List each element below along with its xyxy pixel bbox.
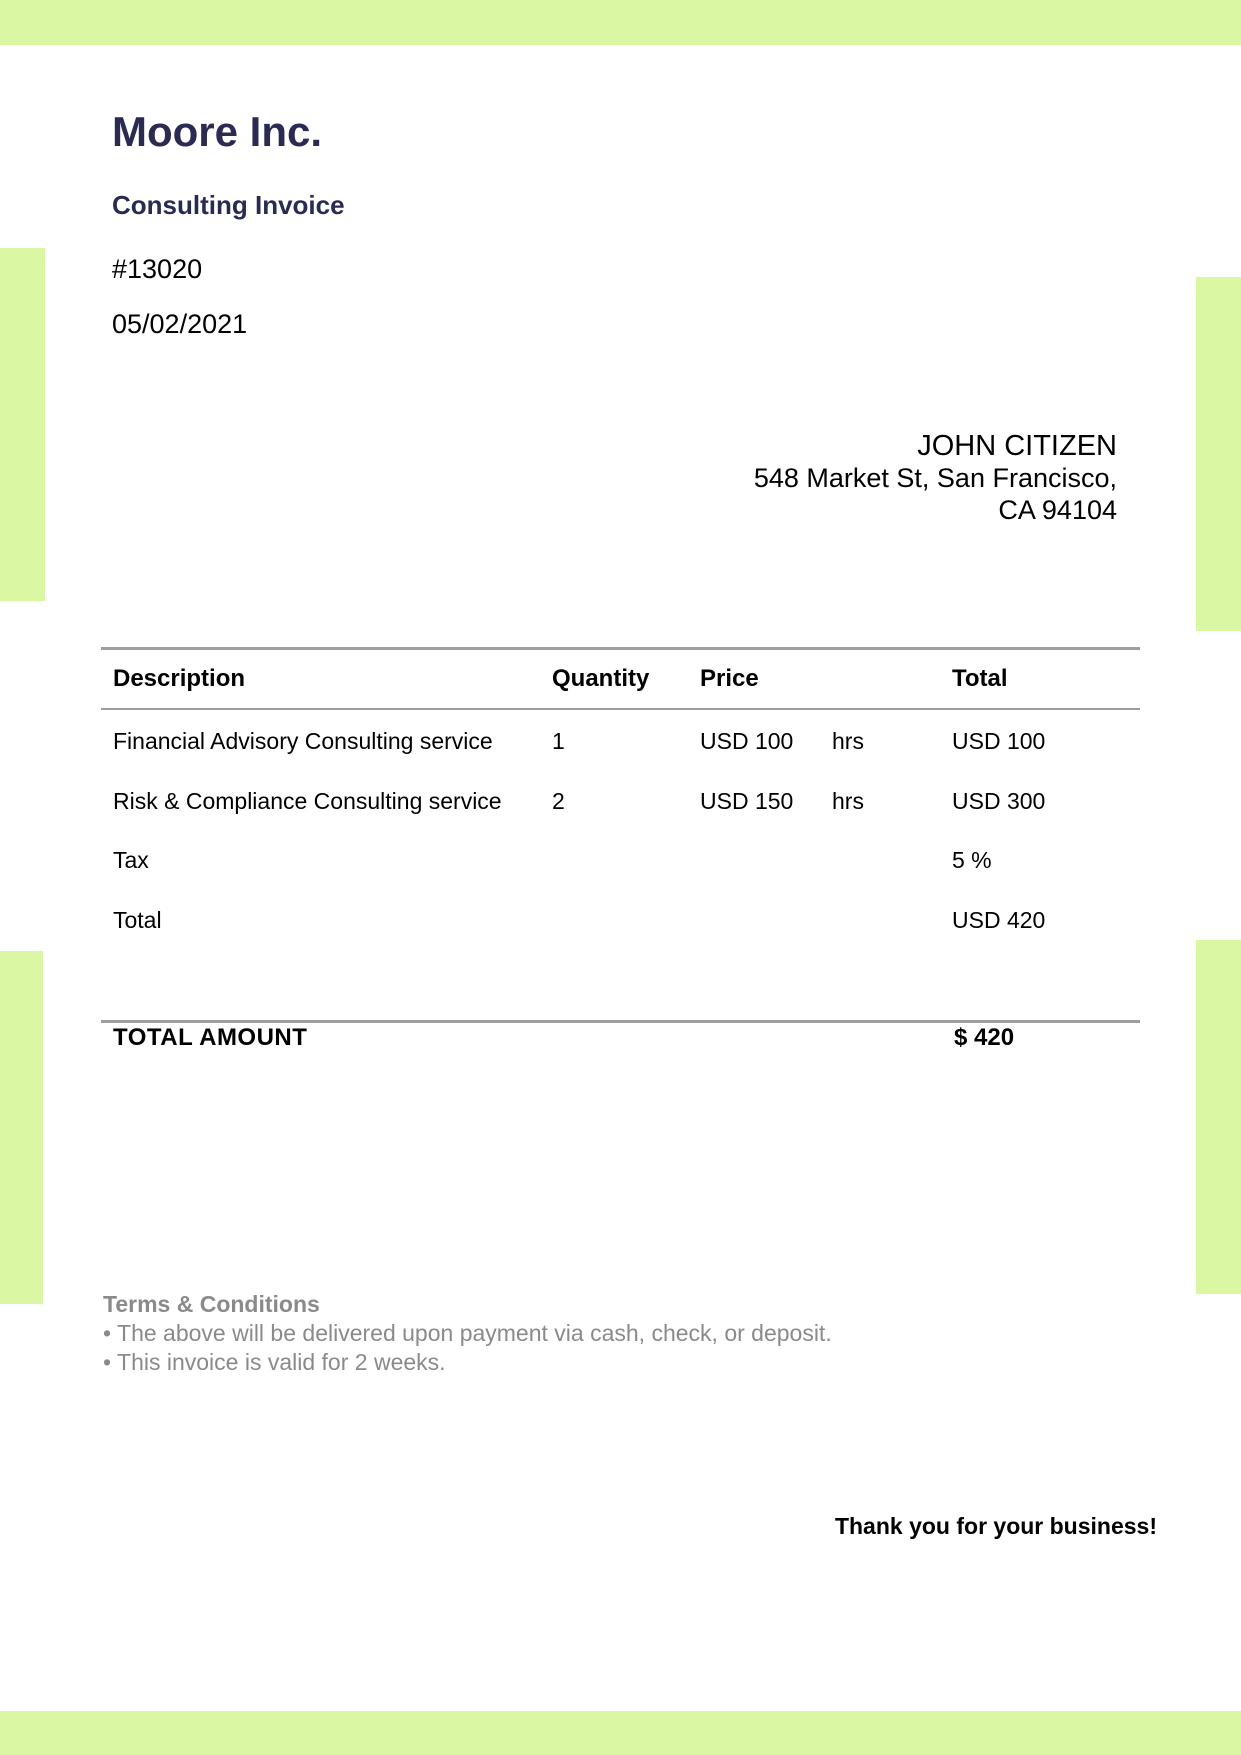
terms-title: Terms & Conditions	[103, 1291, 320, 1317]
row-2-unit: hrs	[832, 788, 864, 814]
header-quantity: Quantity	[552, 665, 650, 692]
right-decor-band-lower	[1196, 940, 1241, 1294]
terms-item-1: • The above will be delivered upon payment via cash, check, or deposit.	[103, 1320, 832, 1346]
tax-value: 5 %	[952, 847, 992, 873]
document-title: Consulting Invoice	[112, 190, 345, 220]
row-2-total: USD 300	[952, 788, 1046, 814]
invoice-number: #13020	[112, 254, 203, 284]
row-2-price: USD 150	[700, 788, 794, 814]
thank-you-note: Thank you for your business!	[834, 1513, 1157, 1539]
grand-total-value: $ 420	[954, 1024, 1015, 1051]
subtotal-label: Total	[113, 907, 162, 933]
row-1-description: Financial Advisory Consulting service	[113, 728, 493, 754]
row-2-description: Risk & Compliance Consulting service	[113, 788, 502, 814]
company-name: Moore Inc.	[112, 108, 323, 155]
row-1-total: USD 100	[952, 728, 1046, 754]
subtotal-value: USD 420	[952, 907, 1046, 933]
terms-block	[103, 1290, 1003, 1377]
grand-total-rule	[101, 1020, 1140, 1023]
tax-label: Tax	[113, 847, 149, 873]
right-decor-band-upper	[1196, 277, 1241, 631]
bottom-decor-band	[0, 1711, 1241, 1755]
client-address-block	[754, 430, 1117, 526]
grand-total-label: TOTAL AMOUNT	[113, 1024, 308, 1051]
client-address-line-1: 548 Market St, San Francisco,	[753, 463, 1117, 493]
invoice-date: 05/02/2021	[112, 309, 248, 339]
row-2-quantity: 2	[552, 788, 565, 814]
row-1-quantity: 1	[552, 728, 565, 754]
row-1-unit: hrs	[832, 728, 864, 754]
left-decor-band-upper	[0, 248, 45, 601]
terms-item-2: • This invoice is valid for 2 weeks.	[103, 1349, 446, 1375]
header-description: Description	[113, 665, 246, 692]
left-decor-band-lower	[0, 951, 43, 1304]
table-header-rule	[101, 708, 1140, 710]
header-price: Price	[700, 665, 759, 692]
client-address-line-2: CA 94104	[998, 495, 1117, 525]
row-1-price: USD 100	[700, 728, 794, 754]
header-total: Total	[952, 665, 1008, 692]
table-top-rule	[101, 647, 1140, 650]
top-decor-band	[0, 0, 1241, 45]
client-name: JOHN CITIZEN	[917, 430, 1117, 462]
